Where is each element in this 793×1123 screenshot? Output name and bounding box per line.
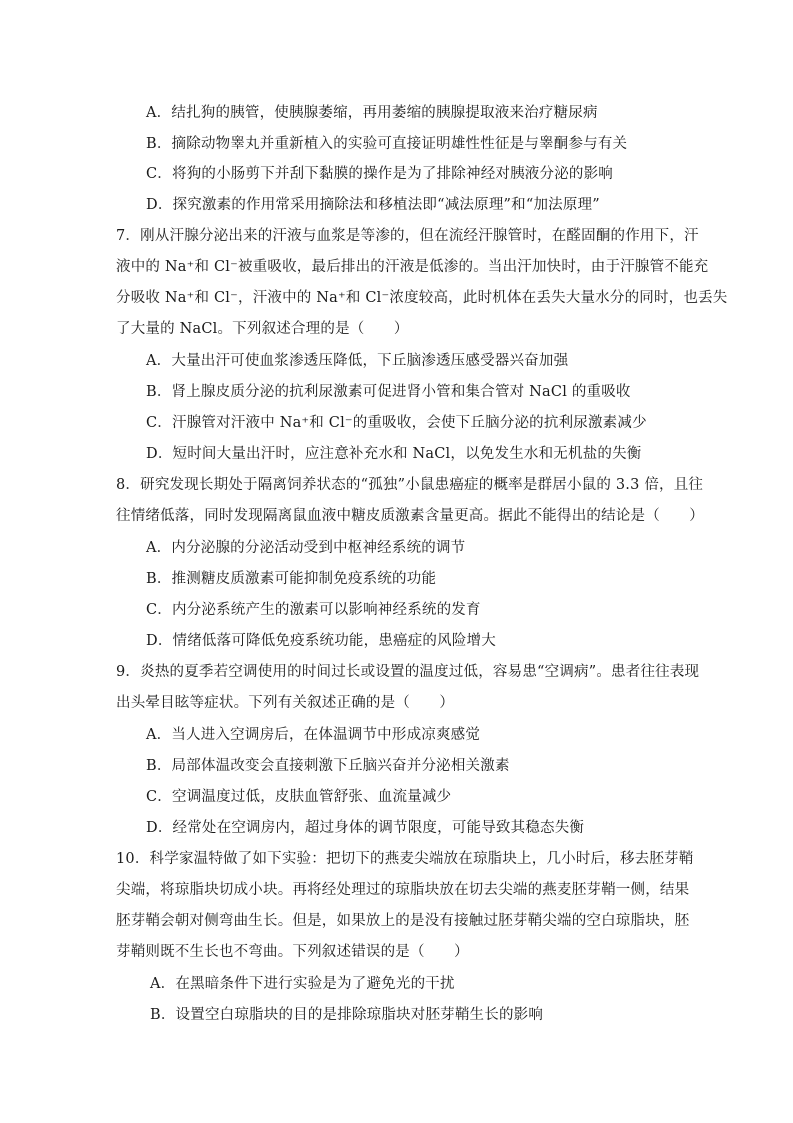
q8-option-d: D．情绪低落可降低免疫系统功能，患癌症的风险增大 <box>146 633 496 649</box>
q7-option-a: A．大量出汗可使血浆渗透压降低，下丘脑渗透压感受器兴奋加强 <box>146 353 569 369</box>
q6-option-c: C．将狗的小肠剪下并刮下黏膜的操作是为了排除神经对胰液分泌的影响 <box>146 166 613 182</box>
q6-option-d: D．探究激素的作用常采用摘除法和移植法即“减法原理”和“加法原理” <box>146 197 600 213</box>
q8-option-c: C．内分泌系统产生的激素可以影响神经系统的发育 <box>146 602 481 618</box>
q10-stem-line-2: 尖端，将琼脂块切成小块。再将经处理过的琼脂块放在切去尖端的燕麦胚芽鞘一侧，结果 <box>116 882 690 898</box>
q9-option-c: C．空调温度过低，皮肤血管舒张、血流量减少 <box>146 789 452 805</box>
q7-option-c: C．汗腺管对汗液中 Na⁺和 Cl⁻的重吸收，会使下丘脑分泌的抗利尿激素减少 <box>146 415 647 431</box>
q10-option-b: B．设置空白琼脂块的目的是排除琼脂块对胚芽鞘生长的影响 <box>150 1007 544 1023</box>
q7-option-d: D．短时间大量出汗时，应注意补充水和 NaCl，以免发生水和无机盐的失衡 <box>146 446 642 462</box>
q6-option-a: A．结扎狗的胰管，使胰腺萎缩，再用萎缩的胰腺提取液来治疗糖尿病 <box>146 105 598 121</box>
q10-stem-line-3: 胚芽鞘会朝对侧弯曲生长。但是，如果放上的是没有接触过胚芽鞘尖端的空白琼脂块，胚 <box>116 913 690 929</box>
q8-stem-line-2: 往情绪低落，同时发现隔离鼠血液中糖皮质激素含量更高。据此不能得出的结论是（ ） <box>116 508 704 524</box>
q7-stem-line-1: 7．刚从汗腺分泌出来的汗液与血浆是等渗的，但在流经汗腺管时，在醛固酮的作用下，汗 <box>116 228 699 244</box>
q8-option-b: B．推测糖皮质激素可能抑制免疫系统的功能 <box>146 571 437 587</box>
q9-option-b: B．局部体温改变会直接刺激下丘脑兴奋并分泌相关激素 <box>146 758 510 774</box>
q7-stem-line-4: 了大量的 NaCl。下列叙述合理的是（ ） <box>116 321 409 337</box>
q7-stem-line-2: 液中的 Na⁺和 Cl⁻被重吸收，最后排出的汗液是低渗的。当出汗加快时，由于汗腺管不能充 <box>116 259 709 275</box>
q10-stem-line-1: 10．科学家温特做了如下实验：把切下的燕麦尖端放在琼脂块上，几小时后，移去胚芽鞘 <box>116 851 694 867</box>
q9-option-d: D．经常处在空调房内，超过身体的调节限度，可能导致其稳态失衡 <box>146 820 585 836</box>
q10-stem-line-4: 芽鞘则既不生长也不弯曲。下列叙述错误的是（ ） <box>116 944 469 960</box>
q10-option-a: A．在黑暗条件下进行实验是为了避免光的干扰 <box>150 976 455 992</box>
q8-stem-line-1: 8．研究发现长期处于隔离饲养状态的“孤独”小鼠患癌症的概率是群居小鼠的 3.3 倍，且往 <box>116 477 704 493</box>
q9-option-a: A．当人进入空调房后，在体温调节中形成凉爽感觉 <box>146 727 481 743</box>
q9-stem-line-1: 9．炎热的夏季若空调使用的时间过长或设置的温度过低，容易患“空调病”。患者往往表现 <box>116 664 700 680</box>
q9-stem-line-2: 出头晕目眩等症状。下列有关叙述正确的是（ ） <box>116 695 455 711</box>
q6-option-b: B．摘除动物睾丸并重新植入的实验可直接证明雄性性征是与睾酮参与有关 <box>146 136 628 152</box>
q8-option-a: A．内分泌腺的分泌活动受到中枢神经系统的调节 <box>146 540 466 556</box>
q7-stem-line-3: 分吸收 Na⁺和 Cl⁻，汗液中的 Na⁺和 Cl⁻浓度较高，此时机体在丢失大量水分的同时，也丢失 <box>116 290 728 306</box>
q7-option-b: B．肾上腺皮质分泌的抗利尿激素可促进肾小管和集合管对 NaCl 的重吸收 <box>146 384 631 400</box>
